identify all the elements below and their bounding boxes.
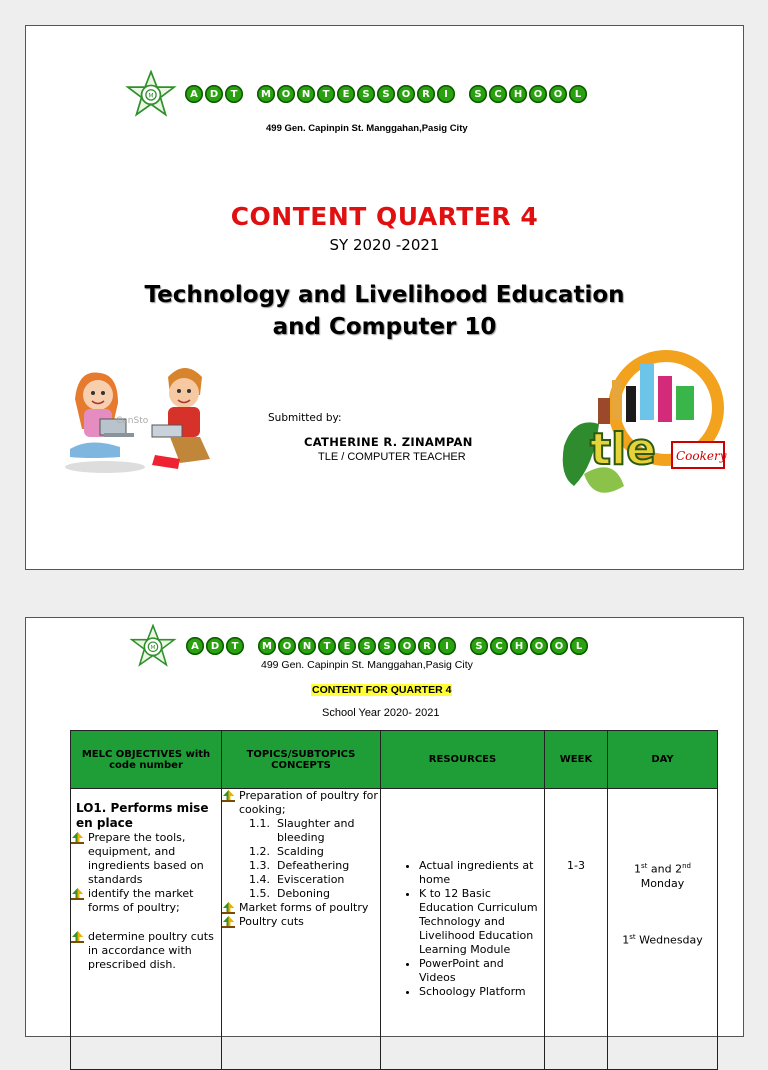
list-item: 1.1. Slaughter and bleeding: [249, 817, 355, 844]
school-letter: D: [206, 637, 224, 655]
school-letter: O: [549, 85, 567, 103]
school-letter: M: [257, 85, 275, 103]
arrow-bullet-icon: [71, 931, 84, 943]
school-name-2: [186, 637, 588, 655]
school-letter: E: [337, 85, 355, 103]
list-item: Prepare the tools, equipment, and ingredients based on standards: [71, 831, 221, 887]
list-item: 1.2. Scalding: [249, 845, 324, 858]
col-header-resources: RESOURCES: [381, 731, 545, 789]
list-item: Poultry cuts: [222, 915, 380, 929]
content-page: [25, 617, 744, 1037]
school-letter: O: [397, 85, 415, 103]
table-row: [71, 789, 718, 1070]
col-header-objectives: MELC OBJECTIVES with code number: [71, 731, 222, 789]
list-item: 1.4. Evisceration: [249, 873, 345, 886]
school-letter: H: [509, 85, 527, 103]
school-letter: R: [418, 637, 436, 655]
school-letter: O: [550, 637, 568, 655]
list-item: • Actual ingredients at home: [419, 859, 540, 887]
school-seal-icon: [125, 70, 177, 118]
list-item: Preparation of poultry for cooking; 1.1. Slaughter and bleeding 1.2. Scalding 1.3. Defeathering 1.4. Evisceration 1.5. Deboning: [222, 789, 380, 901]
school-letter: T: [318, 637, 336, 655]
school-letter: N: [297, 85, 315, 103]
school-letter: S: [378, 637, 396, 655]
school-letter: M: [258, 637, 276, 655]
school-letter: T: [226, 637, 244, 655]
tle-logo-image: [554, 346, 729, 506]
list-item: Market forms of poultry: [222, 901, 380, 915]
list-item: 1.5. Deboning: [249, 887, 330, 900]
content-school-year: School Year 2020- 2021: [322, 707, 440, 719]
school-header: [125, 70, 587, 118]
list-item: • PowerPoint and Videos: [419, 957, 540, 985]
school-letter: T: [317, 85, 335, 103]
cover-page: [25, 25, 744, 570]
resources-cell: [381, 789, 545, 1070]
melc-table: [70, 730, 718, 1070]
cover-title: CONTENT QUARTER 4: [230, 202, 539, 231]
topics-list: [222, 789, 380, 929]
teacher-name: CATHERINE R. ZINAMPAN: [304, 435, 473, 449]
list-item: • K to 12 Basic Education Curriculum Technology and Livelihood Education Learning Module: [419, 887, 540, 957]
list-item: determine poultry cuts in accordance with prescribed dish.: [71, 930, 221, 972]
school-address: 499 Gen. Capinpin St. Manggahan,Pasig City: [266, 123, 468, 134]
list-item: 1.3. Defeathering: [249, 859, 350, 872]
letter-space: [458, 637, 468, 655]
school-letter: E: [338, 637, 356, 655]
col-header-day: DAY: [608, 731, 718, 789]
arrow-bullet-icon: [71, 832, 84, 844]
school-letter: S: [377, 85, 395, 103]
school-letter: L: [569, 85, 587, 103]
submitted-by-label: Submitted by:: [268, 412, 342, 424]
week-value: 1-3: [567, 859, 585, 872]
objectives-cell: [71, 789, 222, 1070]
school-name: [185, 85, 587, 103]
school-letter: A: [185, 85, 203, 103]
svg-text:Cookery: Cookery: [676, 449, 727, 463]
school-letter: O: [529, 85, 547, 103]
letter-space: [246, 637, 256, 655]
content-heading: CONTENT FOR QUARTER 4: [312, 684, 452, 696]
svg-text:CanSto: CanSto: [116, 416, 149, 426]
school-letter: C: [490, 637, 508, 655]
school-letter: O: [398, 637, 416, 655]
subject-line-2: and Computer 10: [272, 314, 497, 340]
day-cell: [608, 789, 718, 1070]
arrow-bullet-icon: [222, 902, 235, 914]
school-letter: D: [205, 85, 223, 103]
school-address-2: 499 Gen. Capinpin St. Manggahan,Pasig City: [261, 659, 473, 671]
arrow-bullet-icon: [222, 790, 235, 802]
school-letter: H: [510, 637, 528, 655]
letter-space: [457, 85, 467, 103]
lo-title: LO1. Performs mise en place: [76, 801, 209, 830]
day-wednesday: 1st Wednesday: [622, 932, 703, 947]
school-letter: S: [358, 637, 376, 655]
kids-clipart-image: [60, 359, 220, 479]
school-letter: O: [278, 637, 296, 655]
school-letter: S: [470, 637, 488, 655]
topics-cell: [222, 789, 381, 1070]
school-letter: I: [438, 637, 456, 655]
day-monday: 1st and 2nd Monday: [634, 862, 691, 890]
school-letter: S: [469, 85, 487, 103]
school-letter: R: [417, 85, 435, 103]
svg-text:tle: tle: [590, 424, 656, 475]
table-header-row: [71, 731, 718, 789]
arrow-bullet-icon: [222, 916, 235, 928]
cover-school-year: SY 2020 -2021: [329, 236, 440, 254]
school-letter: T: [225, 85, 243, 103]
school-seal-icon: [128, 624, 178, 668]
school-letter: L: [570, 637, 588, 655]
subject-line-1: Technology and Livelihood Education: [144, 282, 625, 308]
subject-title: [26, 279, 743, 343]
list-item: identify the market forms of poultry;: [71, 887, 221, 915]
school-letter: O: [277, 85, 295, 103]
arrow-bullet-icon: [71, 888, 84, 900]
letter-space: [245, 85, 255, 103]
col-header-topics: TOPICS/SUBTOPICS CONCEPTS: [222, 731, 381, 789]
week-cell: [545, 789, 608, 1070]
col-header-week: WEEK: [545, 731, 608, 789]
subtopics-list: [249, 817, 380, 901]
resources-list: [419, 859, 540, 999]
school-letter: S: [357, 85, 375, 103]
school-letter: I: [437, 85, 455, 103]
school-letter: A: [186, 637, 204, 655]
teacher-role: TLE / COMPUTER TEACHER: [318, 451, 466, 463]
list-item: • Schoology Platform: [419, 985, 540, 999]
school-letter: O: [530, 637, 548, 655]
school-letter: N: [298, 637, 316, 655]
school-letter: C: [489, 85, 507, 103]
objectives-list: [71, 831, 221, 972]
